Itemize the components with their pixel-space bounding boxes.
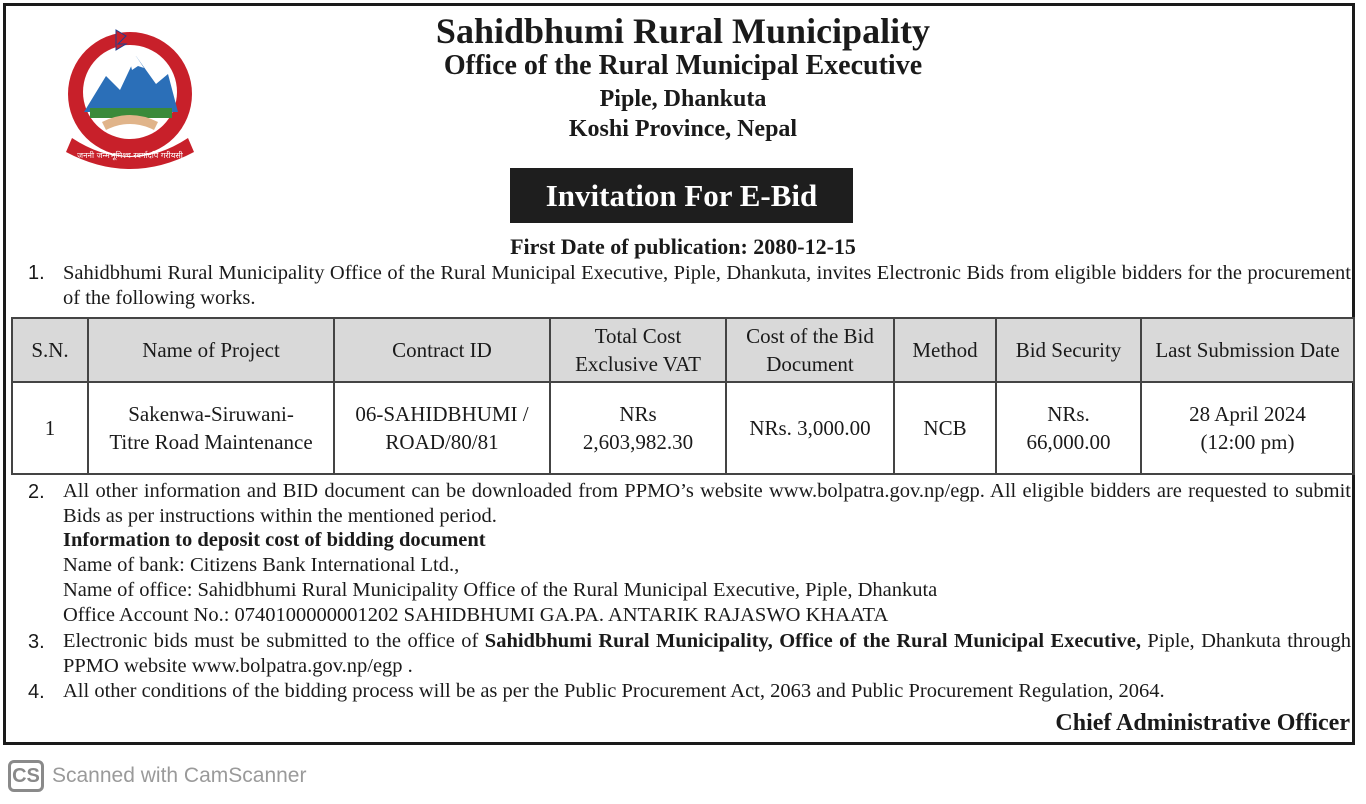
office-name-line: Name of office: Sahidbhumi Rural Municipality Office of the Rural Municipal Executive, Piple, Dhankuta	[63, 579, 938, 601]
header-total-cost: Total Cost Exclusive VAT	[550, 318, 726, 382]
notice-title: Invitation For E-Bid	[510, 168, 853, 223]
item-1-number: 1.	[28, 262, 45, 284]
item-3-office: Sahidbhumi Rural Municipality, Office of the Rural Municipal Executive,	[484, 630, 1141, 652]
cell-last-submission-date: 28 April 2024 (12:00 pm)	[1141, 382, 1354, 474]
table-row	[12, 382, 1354, 474]
header-method: Method	[894, 318, 996, 382]
item-3-text	[63, 629, 1351, 679]
cell-bid-security: NRs. 66,000.00	[996, 382, 1141, 474]
item-4-text: All other conditions of the bidding process will be as per the Public Procurement Act, 2063 and Public Procurement Regulation, 2064.	[63, 680, 1165, 702]
item-3-post: Piple, Dhankuta through PPMO website www.bolpatra.gov.np/egp .	[63, 630, 1351, 677]
header-document-cost: Cost of the Bid Document	[726, 318, 894, 382]
office-location: Piple, Dhankuta	[599, 86, 767, 112]
item-4-number: 4.	[28, 681, 45, 703]
item-2-text: All other information and BID document can be downloaded from PPMO’s website www.bolpatra.gov.np/egp. All eligible bidders are requested to submit Bids as per instructions within the mentioned period.	[63, 480, 1351, 527]
cell-document-cost: NRs. 3,000.00	[726, 382, 894, 474]
deposit-heading: Information to deposit cost of bidding document	[63, 529, 486, 551]
header-sn: S.N.	[12, 318, 88, 382]
cell-project: Sakenwa-Siruwani- Titre Road Maintenance	[88, 382, 334, 474]
camscanner-text: Scanned with CamScanner	[52, 764, 307, 787]
cell-total-cost: NRs 2,603,982.30	[550, 382, 726, 474]
cell-contract-id: 06-SAHIDBHUMI / ROAD/80/81	[334, 382, 550, 474]
bid-table	[11, 317, 1355, 475]
account-number: Office Account No.: 0740100000001202 SAHIDBHUMI GA.PA. ANTARIK RAJASWO KHAATA	[63, 604, 889, 626]
signatory-title: Chief Administrative Officer	[1055, 710, 1350, 736]
camscanner-logo-icon: CS	[8, 760, 44, 792]
item-3-pre: Electronic bids must be submitted to the office of	[63, 630, 485, 652]
item-1-text: Sahidbhumi Rural Municipality Office of the Rural Municipal Executive, Piple, Dhankuta, invites Electronic Bids from eligible bidders for the procurement of the following works.	[63, 262, 1351, 309]
item-3-number: 3.	[28, 631, 45, 653]
office-name: Office of the Rural Municipal Executive	[443, 50, 923, 81]
header-contract-id: Contract ID	[334, 318, 550, 382]
publication-date: First Date of publication: 2080-12-15	[510, 234, 856, 259]
bank-name: Name of bank: Citizens Bank International Ltd.,	[63, 554, 460, 576]
camscanner-watermark	[8, 760, 306, 792]
header-bid-security: Bid Security	[996, 318, 1141, 382]
emblem-motto: जननी जन्मभूमिश्च स्वर्गादपि गरीयसी	[77, 151, 183, 160]
item-2-number: 2.	[28, 481, 45, 503]
cell-sn: 1	[12, 382, 88, 474]
header-project: Name of Project	[88, 318, 334, 382]
office-province: Koshi Province, Nepal	[568, 116, 798, 142]
municipality-name: Sahidbhumi Rural Municipality	[435, 11, 931, 51]
header-last-submission-date: Last Submission Date	[1141, 318, 1354, 382]
table-header-row	[12, 318, 1354, 382]
cell-method: NCB	[894, 382, 996, 474]
